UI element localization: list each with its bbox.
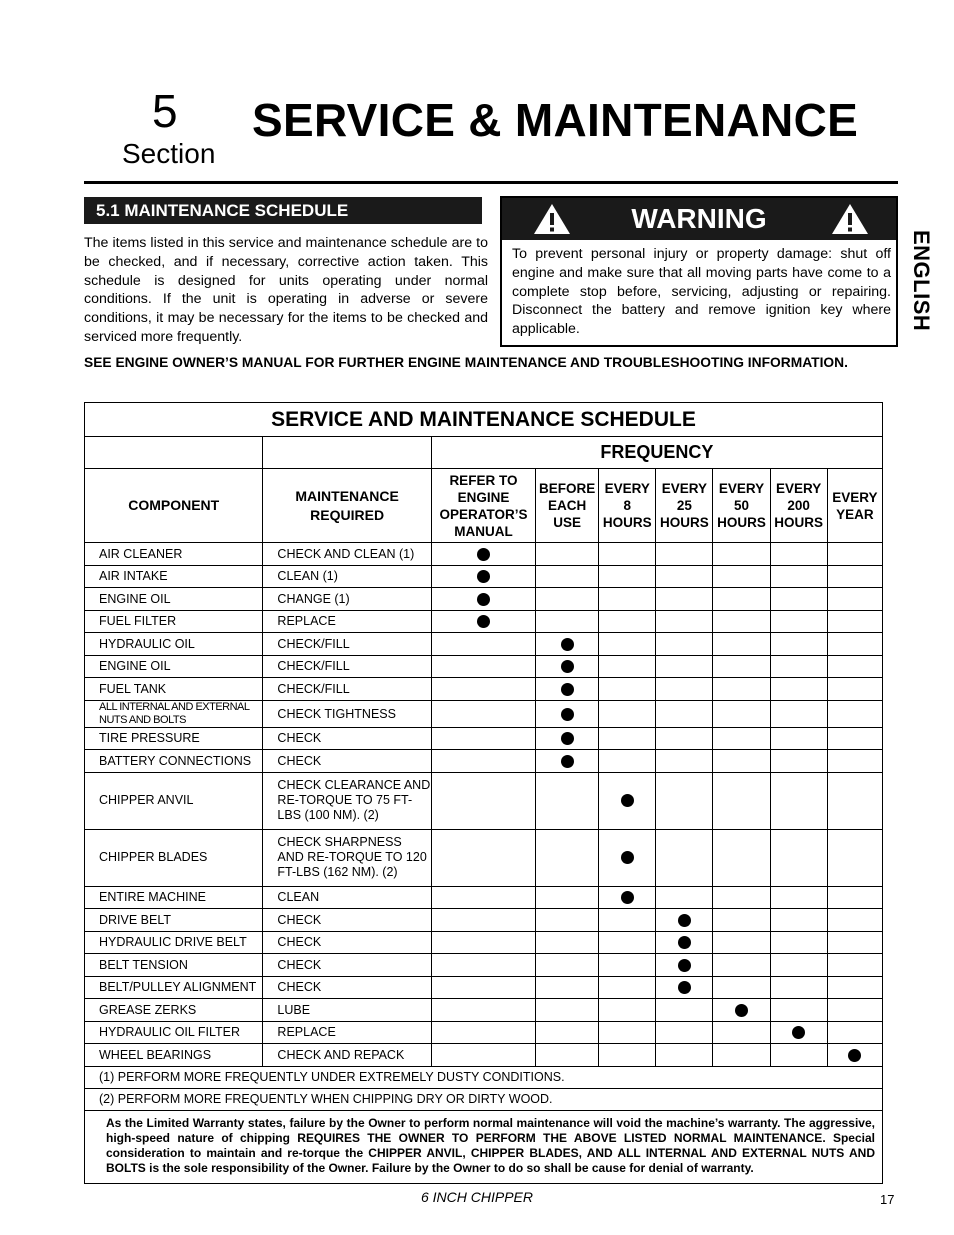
- component-cell: BELT TENSION: [85, 954, 263, 977]
- frequency-cell: [431, 610, 535, 633]
- schedule-dot-icon: [561, 732, 574, 745]
- table-row: [85, 655, 883, 678]
- frequency-cell: [656, 543, 713, 566]
- frequency-cell: [599, 954, 656, 977]
- schedule-dot-icon: [678, 959, 691, 972]
- column-header-component: COMPONENT: [85, 469, 263, 543]
- frequency-cell: [770, 750, 827, 773]
- table-row: [85, 610, 883, 633]
- frequency-cell: [827, 1021, 882, 1044]
- warning-header: [502, 198, 896, 240]
- frequency-cell: [656, 999, 713, 1022]
- frequency-cell: [536, 1044, 599, 1067]
- frequency-cell: [431, 909, 535, 932]
- frequency-cell: [656, 909, 713, 932]
- language-label: ENGLISH: [909, 230, 934, 332]
- subsection-title: 5.1 MAINTENANCE SCHEDULE: [84, 197, 482, 224]
- component-cell: ENGINE OIL: [85, 655, 263, 678]
- table-row: [85, 829, 883, 886]
- table-row: [85, 565, 883, 588]
- component-cell: ENGINE OIL: [85, 588, 263, 611]
- frequency-cell: [713, 999, 770, 1022]
- frequency-cell: [599, 588, 656, 611]
- frequency-cell: [713, 727, 770, 750]
- maintenance-cell: CLEAN: [263, 886, 431, 909]
- table-row: [85, 633, 883, 656]
- maintenance-cell: CLEAN (1): [263, 565, 431, 588]
- frequency-cell: [827, 610, 882, 633]
- frequency-cell: [431, 678, 535, 701]
- frequency-cell: [713, 655, 770, 678]
- frequency-cell: [656, 565, 713, 588]
- frequency-cell: [536, 633, 599, 656]
- frequency-cell: [599, 772, 656, 829]
- footer-title: 6 INCH CHIPPER: [420, 1189, 534, 1205]
- column-header-frequency: EVERY 25 HOURS: [656, 469, 713, 543]
- frequency-cell: [827, 655, 882, 678]
- intro-paragraph: The items listed in this service and maintenance schedule are to be checked, and if necessary, corrective action taken. This schedule is designed for units operating under normal conditions. If the unit is operating in adverse or severe conditions, it may be necessary for the items to be checked and serviced more frequently.: [84, 235, 488, 345]
- frequency-cell: [656, 829, 713, 886]
- maintenance-cell: REPLACE: [263, 1021, 431, 1044]
- footnote-1: (1) PERFORM MORE FREQUENTLY UNDER EXTREMELY DUSTY CONDITIONS.: [85, 1066, 883, 1088]
- frequency-cell: [431, 633, 535, 656]
- component-cell: CHIPPER ANVIL: [85, 772, 263, 829]
- frequency-cell: [431, 772, 535, 829]
- frequency-cell: [713, 772, 770, 829]
- frequency-cell: [827, 1044, 882, 1067]
- frequency-cell: [536, 999, 599, 1022]
- frequency-cell: [827, 678, 882, 701]
- frequency-cell: [827, 976, 882, 999]
- table-row: [85, 886, 883, 909]
- engine-manual-note: SEE ENGINE OWNER’S MANUAL FOR FURTHER ENGINE MAINTENANCE AND TROUBLESHOOTING INFORMATION.: [84, 355, 848, 370]
- schedule-dot-icon: [678, 914, 691, 927]
- schedule-dot-icon: [621, 794, 634, 807]
- frequency-cell: [656, 727, 713, 750]
- component-cell: TIRE PRESSURE: [85, 727, 263, 750]
- frequency-cell: [656, 700, 713, 727]
- frequency-cell: [431, 655, 535, 678]
- frequency-cell: [599, 727, 656, 750]
- frequency-cell: [770, 633, 827, 656]
- schedule-dot-icon: [561, 683, 574, 696]
- frequency-cell: [536, 772, 599, 829]
- frequency-cell: [770, 655, 827, 678]
- frequency-cell: [431, 954, 535, 977]
- schedule-dot-icon: [735, 1004, 748, 1017]
- frequency-cell: [599, 1021, 656, 1044]
- table-row: [85, 976, 883, 999]
- frequency-cell: [713, 700, 770, 727]
- frequency-cell: [827, 565, 882, 588]
- column-header-frequency: EVERY YEAR: [827, 469, 882, 543]
- schedule-dot-icon: [621, 851, 634, 864]
- frequency-cell: [713, 588, 770, 611]
- page-number: 17: [880, 1192, 895, 1207]
- frequency-cell: [431, 588, 535, 611]
- table-row: [85, 727, 883, 750]
- table-row: [85, 999, 883, 1022]
- frequency-cell: [770, 931, 827, 954]
- frequency-cell: [536, 909, 599, 932]
- component-cell: AIR CLEANER: [85, 543, 263, 566]
- maintenance-cell: CHECK CLEARANCE AND RE-TORQUE TO 75 FT-LBS (100 NM). (2): [263, 772, 431, 829]
- schedule-dot-icon: [477, 548, 490, 561]
- table-row: [85, 954, 883, 977]
- frequency-cell: [656, 886, 713, 909]
- frequency-cell: [431, 976, 535, 999]
- maintenance-cell: CHECK TIGHTNESS: [263, 700, 431, 727]
- frequency-cell: [656, 655, 713, 678]
- frequency-cell: [827, 909, 882, 932]
- frequency-cell: [713, 954, 770, 977]
- frequency-cell: [827, 954, 882, 977]
- component-cell: ENTIRE MACHINE: [85, 886, 263, 909]
- frequency-cell: [770, 976, 827, 999]
- frequency-cell: [431, 931, 535, 954]
- frequency-cell: [713, 1044, 770, 1067]
- frequency-cell: [536, 829, 599, 886]
- schedule-dot-icon: [678, 981, 691, 994]
- frequency-cell: [536, 954, 599, 977]
- maintenance-cell: CHECK SHARPNESS AND RE-TORQUE TO 120 FT-LBS (162 NM). (2): [263, 829, 431, 886]
- warning-triangle-icon: [830, 202, 870, 236]
- schedule-dot-icon: [477, 570, 490, 583]
- frequency-cell: [770, 999, 827, 1022]
- frequency-cell: [536, 610, 599, 633]
- table-row: [85, 750, 883, 773]
- language-tab: [900, 230, 940, 340]
- frequency-cell: [599, 750, 656, 773]
- frequency-cell: [431, 829, 535, 886]
- schedule-dot-icon: [477, 615, 490, 628]
- frequency-cell: [656, 976, 713, 999]
- frequency-cell: [599, 700, 656, 727]
- component-cell: AIR INTAKE: [85, 565, 263, 588]
- table-row: [85, 700, 883, 727]
- frequency-cell: [713, 678, 770, 701]
- component-cell: HYDRAULIC DRIVE BELT: [85, 931, 263, 954]
- frequency-cell: [599, 543, 656, 566]
- maintenance-cell: CHECK AND CLEAN (1): [263, 543, 431, 566]
- maintenance-cell: CHECK AND REPACK: [263, 1044, 431, 1067]
- frequency-cell: [599, 829, 656, 886]
- schedule-dot-icon: [621, 891, 634, 904]
- page-title: SERVICE & MAINTENANCE: [252, 94, 859, 146]
- maintenance-cell: LUBE: [263, 999, 431, 1022]
- frequency-cell: [599, 999, 656, 1022]
- table-row: [85, 588, 883, 611]
- frequency-cell: [431, 543, 535, 566]
- frequency-header: FREQUENCY: [431, 437, 882, 469]
- warning-text: To prevent personal injury or property damage: shut off engine and make sure that all moving parts have come to a complete stop before, servicing, adjusting or repairing. Disconnect the battery and remove ignition key where applicable.: [512, 246, 891, 338]
- frequency-cell: [713, 633, 770, 656]
- frequency-cell: [827, 633, 882, 656]
- frequency-cell: [770, 886, 827, 909]
- component-cell: DRIVE BELT: [85, 909, 263, 932]
- frequency-cell: [770, 909, 827, 932]
- frequency-cell: [827, 700, 882, 727]
- column-header-maintenance: MAINTENANCE REQUIRED: [263, 469, 431, 543]
- column-header-frequency: REFER TO ENGINE OPERATOR’S MANUAL: [431, 469, 535, 543]
- schedule-dot-icon: [561, 708, 574, 721]
- frequency-cell: [770, 565, 827, 588]
- frequency-cell: [770, 829, 827, 886]
- schedule-dot-icon: [678, 936, 691, 949]
- frequency-cell: [713, 610, 770, 633]
- frequency-cell: [656, 772, 713, 829]
- frequency-cell: [713, 543, 770, 566]
- component-cell: FUEL FILTER: [85, 610, 263, 633]
- frequency-cell: [431, 700, 535, 727]
- maintenance-cell: CHECK: [263, 976, 431, 999]
- component-cell: WHEEL BEARINGS: [85, 1044, 263, 1067]
- table-row: [85, 678, 883, 701]
- frequency-cell: [827, 543, 882, 566]
- frequency-cell: [536, 886, 599, 909]
- frequency-cell: [827, 772, 882, 829]
- frequency-cell: [656, 954, 713, 977]
- frequency-cell: [770, 678, 827, 701]
- frequency-cell: [536, 678, 599, 701]
- warning-title: WARNING: [631, 203, 767, 234]
- header-rule: [84, 181, 898, 184]
- schedule-dot-icon: [792, 1026, 805, 1039]
- frequency-cell: [656, 633, 713, 656]
- frequency-cell: [656, 931, 713, 954]
- maintenance-cell: CHECK/FILL: [263, 678, 431, 701]
- warning-box: [500, 196, 898, 347]
- schedule-dot-icon: [477, 593, 490, 606]
- section-number: 5: [152, 85, 178, 137]
- frequency-cell: [827, 588, 882, 611]
- maintenance-cell: CHECK: [263, 750, 431, 773]
- frequency-cell: [599, 1044, 656, 1067]
- frequency-cell: [713, 565, 770, 588]
- frequency-cell: [599, 931, 656, 954]
- frequency-cell: [431, 886, 535, 909]
- frequency-cell: [599, 655, 656, 678]
- frequency-cell: [770, 772, 827, 829]
- section-word: Section: [122, 138, 216, 169]
- schedule-dot-icon: [561, 638, 574, 651]
- column-header-frequency: EVERY 50 HOURS: [713, 469, 770, 543]
- frequency-cell: [431, 999, 535, 1022]
- frequency-cell: [536, 727, 599, 750]
- frequency-cell: [656, 1044, 713, 1067]
- frequency-cell: [536, 700, 599, 727]
- header-spacer: [263, 437, 431, 469]
- frequency-cell: [713, 1021, 770, 1044]
- maintenance-cell: CHECK/FILL: [263, 655, 431, 678]
- maintenance-schedule-table: [84, 402, 883, 1184]
- frequency-cell: [599, 678, 656, 701]
- table-row: [85, 543, 883, 566]
- table-row: [85, 772, 883, 829]
- maintenance-cell: CHECK/FILL: [263, 633, 431, 656]
- frequency-cell: [656, 750, 713, 773]
- table-row: [85, 1021, 883, 1044]
- table-title: SERVICE AND MAINTENANCE SCHEDULE: [85, 403, 883, 437]
- frequency-cell: [431, 1021, 535, 1044]
- component-cell: GREASE ZERKS: [85, 999, 263, 1022]
- schedule-dot-icon: [561, 660, 574, 673]
- frequency-cell: [656, 610, 713, 633]
- frequency-cell: [599, 976, 656, 999]
- frequency-cell: [536, 976, 599, 999]
- frequency-cell: [431, 727, 535, 750]
- frequency-cell: [599, 633, 656, 656]
- frequency-cell: [713, 909, 770, 932]
- column-header-frequency: BEFORE EACH USE: [536, 469, 599, 543]
- frequency-cell: [599, 565, 656, 588]
- frequency-cell: [827, 750, 882, 773]
- component-cell: HYDRAULIC OIL: [85, 633, 263, 656]
- frequency-cell: [536, 543, 599, 566]
- frequency-cell: [770, 727, 827, 750]
- frequency-cell: [713, 829, 770, 886]
- frequency-cell: [656, 588, 713, 611]
- component-cell: ALL INTERNAL AND EXTERNAL NUTS AND BOLTS: [85, 700, 263, 727]
- frequency-cell: [713, 886, 770, 909]
- frequency-cell: [770, 543, 827, 566]
- frequency-cell: [713, 976, 770, 999]
- maintenance-cell: CHECK: [263, 931, 431, 954]
- frequency-cell: [827, 886, 882, 909]
- footnote-2: (2) PERFORM MORE FREQUENTLY WHEN CHIPPING DRY OR DIRTY WOOD.: [85, 1088, 883, 1110]
- component-cell: CHIPPER BLADES: [85, 829, 263, 886]
- frequency-cell: [827, 999, 882, 1022]
- frequency-cell: [827, 931, 882, 954]
- schedule-dot-icon: [561, 755, 574, 768]
- frequency-cell: [770, 588, 827, 611]
- frequency-cell: [770, 700, 827, 727]
- frequency-cell: [431, 1044, 535, 1067]
- frequency-cell: [770, 1044, 827, 1067]
- frequency-cell: [656, 678, 713, 701]
- frequency-cell: [431, 565, 535, 588]
- frequency-cell: [599, 610, 656, 633]
- maintenance-cell: CHECK: [263, 909, 431, 932]
- schedule-dot-icon: [848, 1049, 861, 1062]
- header-spacer: [85, 437, 263, 469]
- maintenance-cell: CHANGE (1): [263, 588, 431, 611]
- frequency-cell: [713, 750, 770, 773]
- frequency-cell: [536, 588, 599, 611]
- table-row: [85, 1044, 883, 1067]
- maintenance-cell: CHECK: [263, 954, 431, 977]
- maintenance-cell: REPLACE: [263, 610, 431, 633]
- table-row: [85, 931, 883, 954]
- frequency-cell: [656, 1021, 713, 1044]
- frequency-cell: [770, 954, 827, 977]
- column-header-frequency: EVERY 200 HOURS: [770, 469, 827, 543]
- frequency-cell: [536, 1021, 599, 1044]
- frequency-cell: [536, 931, 599, 954]
- warranty-note: As the Limited Warranty states, failure by the Owner to perform normal maintenance will void the machine’s warranty. The aggressive, high-speed nature of chipping REQUIRES THE OWNER TO PERFORM THE ABOVE LISTED NORMAL MAINTENANCE. Special consideration to maintain and re-torque the CHIPPER ANVIL, CHIPPER BLADES, AND ALL INTERNAL AND EXTERNAL NUTS AND BOLTS is the sole responsibility of the Owner. Failure by the Owner to do so shall be cause for denial of warranty.: [85, 1110, 883, 1183]
- component-cell: HYDRAULIC OIL FILTER: [85, 1021, 263, 1044]
- frequency-cell: [536, 565, 599, 588]
- maintenance-cell: CHECK: [263, 727, 431, 750]
- component-cell: FUEL TANK: [85, 678, 263, 701]
- frequency-cell: [770, 1021, 827, 1044]
- component-cell: BATTERY CONNECTIONS: [85, 750, 263, 773]
- column-header-frequency: EVERY 8 HOURS: [599, 469, 656, 543]
- frequency-cell: [536, 750, 599, 773]
- frequency-cell: [827, 727, 882, 750]
- frequency-cell: [599, 886, 656, 909]
- table-row: [85, 909, 883, 932]
- frequency-cell: [599, 909, 656, 932]
- frequency-cell: [536, 655, 599, 678]
- frequency-cell: [827, 829, 882, 886]
- component-cell: BELT/PULLEY ALIGNMENT: [85, 976, 263, 999]
- frequency-cell: [713, 931, 770, 954]
- frequency-cell: [770, 610, 827, 633]
- frequency-cell: [431, 750, 535, 773]
